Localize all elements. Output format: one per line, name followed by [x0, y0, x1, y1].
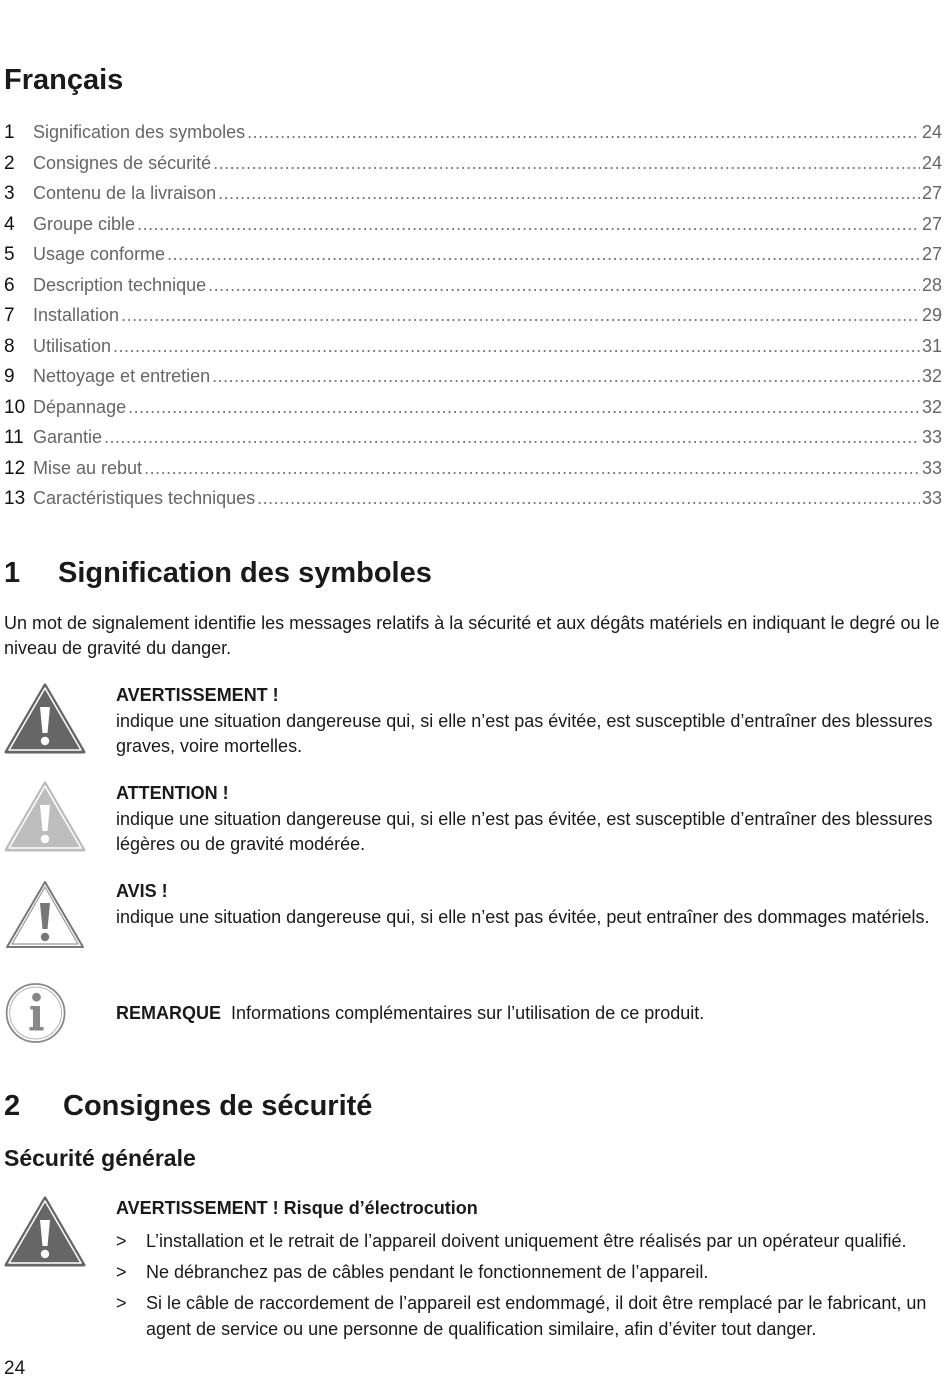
toc-leader [212, 366, 920, 387]
notice-triangle-icon [4, 879, 86, 951]
toc-number: 12 [4, 457, 26, 479]
toc-number: 6 [4, 274, 15, 296]
toc-page: 24 [921, 152, 942, 173]
warning-label: AVERTISSEMENT ! Risque d’électrocution [116, 1198, 478, 1218]
toc-page: 27 [921, 213, 942, 234]
toc-title: Installation [33, 305, 120, 325]
toc-page: 28 [921, 274, 942, 295]
page-number: 24 [4, 1358, 26, 1379]
notice-text: indique une situation dangereuse qui, si elle n’est pas évitée, est susceptible d’entraîner des blessures légères ou de gravité modérée. [116, 808, 933, 854]
notice-text: Informations complémentaires sur l’utilisation de ce produit. [231, 1003, 705, 1023]
toc-leader [218, 183, 920, 204]
section-1-intro: Un mot de signalement identifie les messages relatifs à la sécurité et aux dégâts matériels en indiquant le degré ou le niveau de gravité du danger. [4, 613, 940, 658]
toc-title: Usage conforme [33, 244, 166, 264]
toc-entry[interactable] [4, 244, 942, 275]
toc-number: 11 [4, 427, 24, 448]
warning-list [116, 1228, 950, 1342]
toc-page: 31 [921, 335, 942, 356]
toc-number: 7 [4, 305, 15, 326]
chevron-right-icon: > [116, 1292, 127, 1313]
toc-leader [167, 244, 920, 265]
toc-title: Description technique [33, 274, 207, 295]
list-item [116, 1259, 950, 1285]
chevron-right-icon: > [116, 1261, 127, 1282]
toc-number: 10 [4, 396, 26, 418]
toc-leader [247, 122, 920, 143]
toc-page: 33 [921, 457, 942, 478]
language-title: Français [4, 64, 124, 96]
section-1-heading [4, 557, 432, 590]
toc-entry[interactable] [4, 183, 942, 214]
toc-leader [213, 153, 920, 174]
chevron-right-icon: > [116, 1230, 127, 1251]
section-title: Signification des symboles [58, 557, 432, 589]
list-item-text: Si le câble de raccordement de l’appareil est endommagé, il doit être remplacé par le fabricant, un agent de service ou une personne de qualification similaire, afin d’éviter tout danger. [146, 1292, 927, 1339]
toc-leader [128, 397, 920, 418]
notice-label: ATTENTION ! [116, 783, 229, 803]
notice-label: REMARQUE [116, 1003, 222, 1023]
toc-entry[interactable] [4, 305, 942, 336]
list-item-text: Ne débranchez pas de câbles pendant le fonctionnement de l’appareil. [146, 1261, 709, 1282]
toc-number: 9 [4, 366, 15, 387]
toc-title: Signification des symboles [33, 122, 246, 142]
toc-number: 13 [4, 488, 26, 509]
toc-page: 33 [921, 427, 942, 447]
toc-number: 1 [4, 122, 15, 143]
toc-number: 2 [4, 152, 15, 174]
toc-leader [121, 305, 920, 326]
section-title: Consignes de sécurité [63, 1090, 373, 1122]
toc-entry[interactable] [4, 458, 942, 489]
toc-entry[interactable] [4, 122, 942, 153]
toc-title: Garantie [33, 427, 103, 447]
toc-entry[interactable] [4, 275, 942, 306]
toc-title: Utilisation [33, 335, 112, 356]
toc-number: 8 [4, 335, 15, 357]
toc-page: 32 [921, 366, 942, 386]
subsection-heading: Sécurité générale [4, 1145, 196, 1171]
toc-number: 4 [4, 213, 15, 235]
toc-entry[interactable] [4, 488, 942, 519]
toc-page: 27 [921, 244, 942, 264]
toc-leader [137, 214, 920, 235]
toc-title: Groupe cible [33, 213, 136, 234]
section-number: 2 [4, 1090, 21, 1122]
warning-triangle-icon [4, 1196, 86, 1268]
caution-triangle-icon [4, 781, 86, 853]
toc-page: 32 [921, 396, 942, 417]
warning-triangle-icon [4, 683, 86, 755]
toc-leader [208, 275, 920, 296]
table-of-contents [4, 122, 942, 519]
toc-title: Nettoyage et entretien [33, 366, 211, 386]
notice-text: indique une situation dangereuse qui, si elle n’est pas évitée, est susceptible d’entraîner des blessures graves, voire mortelles. [116, 710, 933, 756]
toc-leader [104, 427, 920, 448]
toc-entry[interactable] [4, 397, 942, 428]
toc-page: 29 [921, 305, 942, 325]
section-number: 1 [4, 557, 21, 589]
toc-entry[interactable] [4, 336, 942, 367]
toc-page: 24 [921, 122, 942, 142]
toc-title: Mise au rebut [33, 457, 143, 478]
list-item [116, 1290, 950, 1342]
toc-title: Dépannage [33, 396, 127, 417]
toc-leader [257, 488, 920, 509]
toc-entry[interactable] [4, 427, 942, 458]
toc-number: 3 [4, 183, 15, 204]
toc-entry[interactable] [4, 214, 942, 245]
toc-title: Contenu de la livraison [33, 183, 217, 203]
toc-number: 5 [4, 244, 15, 265]
info-icon [4, 977, 76, 1049]
toc-title: Consignes de sécurité [33, 152, 212, 173]
list-item-text: L’installation et le retrait de l’appareil doivent uniquement être réalisés par un opérateur qualifié. [146, 1230, 907, 1251]
notice-label: AVIS ! [116, 881, 168, 901]
toc-page: 27 [921, 183, 942, 203]
toc-entry[interactable] [4, 153, 942, 184]
toc-page: 33 [921, 488, 942, 508]
section-2-heading [4, 1090, 372, 1123]
toc-title: Caractéristiques techniques [33, 488, 256, 508]
toc-leader [113, 336, 920, 357]
notice-label: AVERTISSEMENT ! [116, 685, 279, 705]
toc-entry[interactable] [4, 366, 942, 397]
notice-text: indique une situation dangereuse qui, si elle n’est pas évitée, peut entraîner des dommages matériels. [116, 906, 930, 927]
toc-leader [144, 458, 920, 479]
list-item [116, 1228, 950, 1254]
